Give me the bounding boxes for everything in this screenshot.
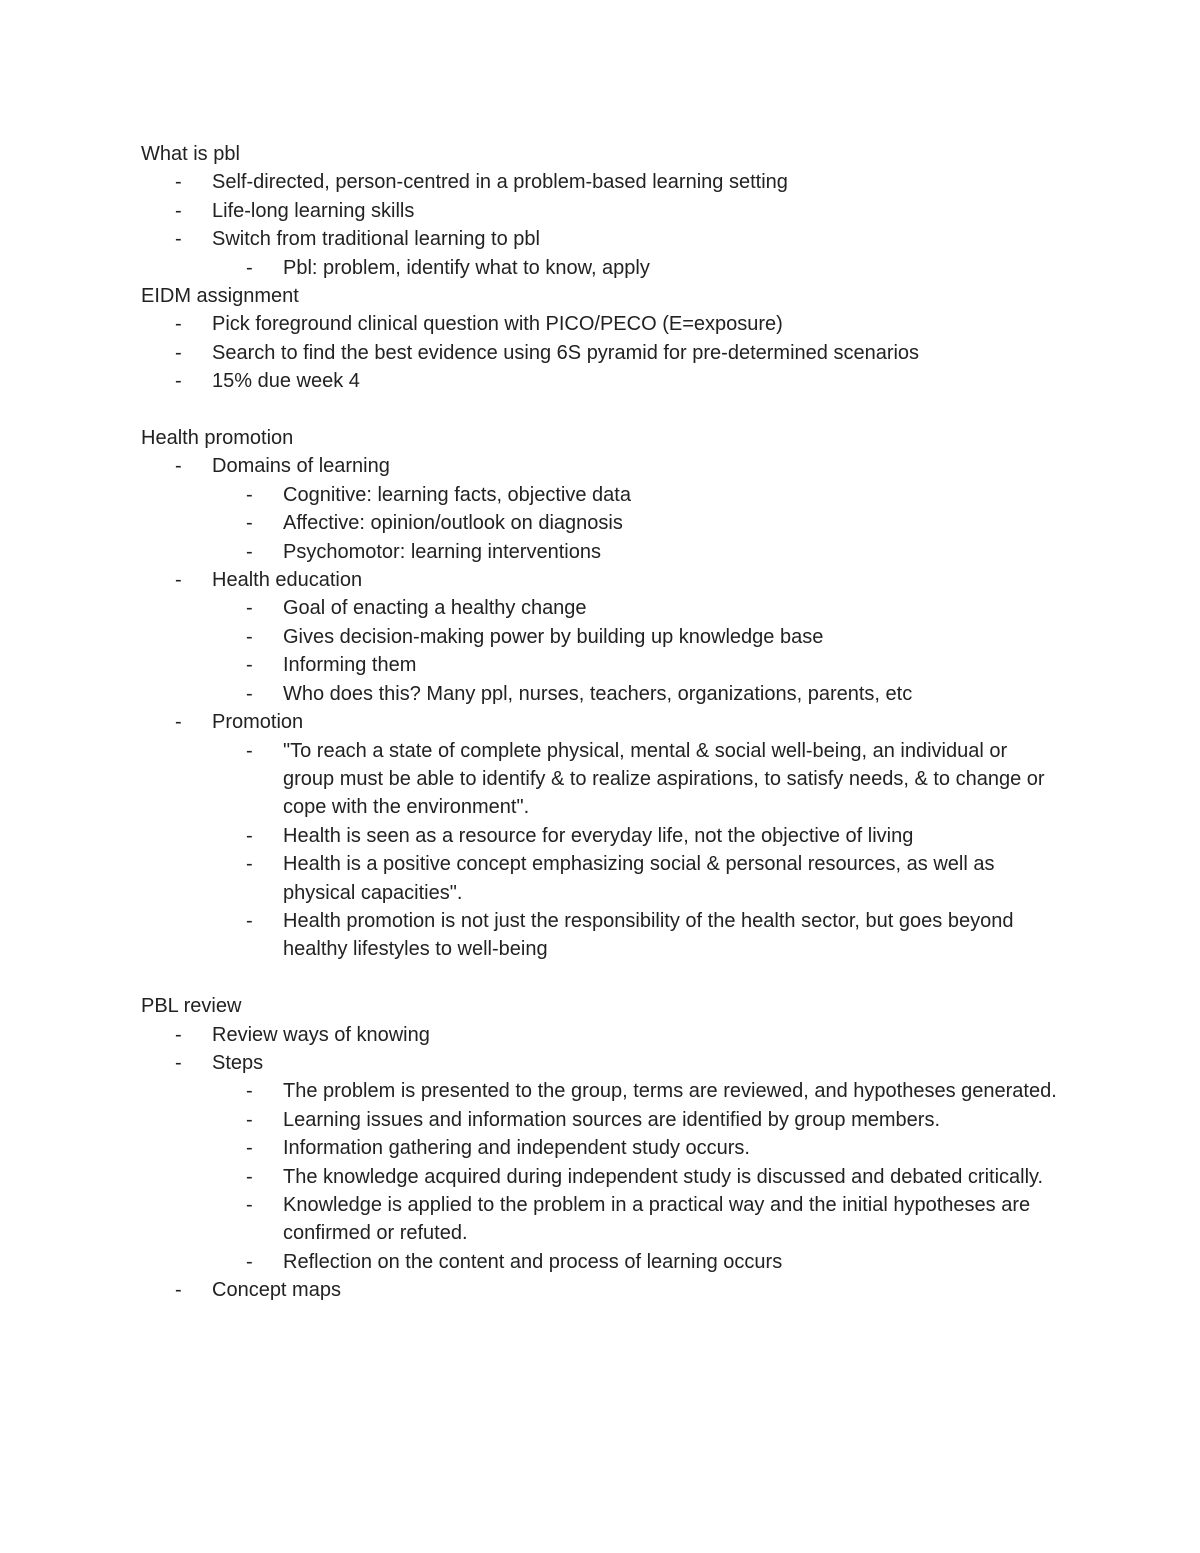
list-item — [141, 197, 1071, 225]
bullet-dash: - — [175, 1051, 182, 1074]
sub-list-item — [141, 907, 1071, 964]
list-item — [141, 708, 1071, 736]
sub-list-item — [141, 822, 1071, 850]
bullet-text: Knowledge is applied to the problem in a practical way and the initial hypotheses are confirmed or refuted. — [283, 1194, 1031, 1245]
bullet-dash: - — [175, 569, 182, 592]
blank-line — [141, 964, 1071, 992]
bullet-text: Affective: opinion/outlook on diagnosis — [283, 512, 623, 535]
bullet-text: Reflection on the content and process of learning occurs — [283, 1250, 783, 1273]
bullet-dash: - — [246, 540, 253, 563]
bullet-dash: - — [175, 370, 182, 393]
sub-list-item — [141, 481, 1071, 509]
bullet-dash: - — [246, 1080, 253, 1103]
bullet-dash: - — [246, 625, 253, 648]
bullet-text: Life-long learning skills — [212, 199, 415, 222]
list-item — [141, 339, 1071, 367]
sub-list-item — [141, 594, 1071, 622]
section-heading — [141, 282, 1071, 310]
sub-list-item — [141, 1191, 1071, 1248]
section-heading — [141, 424, 1071, 452]
sub-list-item — [141, 1134, 1071, 1162]
bullet-text: "To reach a state of complete physical, mental & social well-being, an individual or group must be able to identify & to realize aspirations, to satisfy needs, & to change or cope with the environment". — [283, 739, 1045, 819]
section-heading — [141, 140, 1071, 168]
bullet-dash: - — [246, 512, 253, 535]
bullet-text: Pick foreground clinical question with PICO/PECO (E=exposure) — [212, 313, 783, 336]
bullet-text: Health is a positive concept emphasizing social & personal resources, as well as physical capacities". — [283, 853, 995, 904]
sub-list-item — [141, 737, 1071, 822]
bullet-text: Steps — [212, 1051, 264, 1074]
bullet-dash: - — [246, 682, 253, 705]
sub-list-item — [141, 1106, 1071, 1134]
bullet-text: Who does this? Many ppl, nurses, teachers, organizations, parents, etc — [283, 682, 913, 705]
bullet-text: Goal of enacting a healthy change — [283, 597, 587, 620]
bullet-dash: - — [246, 1194, 253, 1216]
heading-text: EIDM assignment — [141, 285, 299, 308]
bullet-text: The knowledge acquired during independent study is discussed and debated critically. — [283, 1165, 1044, 1188]
bullet-dash: - — [246, 1165, 253, 1188]
bullet-dash: - — [246, 483, 253, 506]
bullet-text: Gives decision-making power by building up knowledge base — [283, 625, 824, 648]
bullet-dash: - — [246, 1250, 253, 1273]
sub-list-item — [141, 254, 1071, 282]
bullet-dash: - — [175, 1023, 182, 1046]
bullet-dash: - — [246, 654, 253, 677]
sub-list-item — [141, 623, 1071, 651]
bullet-text: Health is seen as a resource for everyday life, not the objective of living — [283, 824, 914, 847]
sub-list-item — [141, 1163, 1071, 1191]
bullet-text: The problem is presented to the group, terms are reviewed, and hypotheses generated. — [283, 1080, 1057, 1103]
sub-list-item — [141, 1248, 1071, 1276]
sub-list-item — [141, 509, 1071, 537]
section-heading — [141, 992, 1071, 1020]
bullet-dash: - — [175, 1279, 182, 1302]
bullet-dash: - — [246, 739, 253, 762]
bullet-dash: - — [175, 711, 182, 734]
list-item — [141, 367, 1071, 395]
bullet-dash: - — [246, 853, 253, 876]
list-item — [141, 225, 1071, 253]
bullet-dash: - — [175, 341, 182, 364]
bullet-dash: - — [246, 597, 253, 620]
section — [141, 424, 1071, 964]
bullet-text: Informing them — [283, 654, 417, 677]
bullet-text: Promotion — [212, 711, 304, 734]
section — [141, 992, 1071, 1304]
document-body — [141, 140, 1071, 1305]
section — [141, 282, 1071, 396]
bullet-text: Switch from traditional learning to pbl — [212, 228, 540, 251]
bullet-dash: - — [246, 1137, 253, 1160]
bullet-text: Search to find the best evidence using 6S pyramid for pre-determined scenarios — [212, 341, 920, 364]
bullet-text: Information gathering and independent study occurs. — [283, 1137, 750, 1160]
bullet-dash: - — [246, 1108, 253, 1131]
bullet-text: Concept maps — [212, 1279, 341, 1302]
heading-text: What is pbl — [141, 143, 240, 165]
heading-text: Health promotion — [141, 427, 294, 450]
list-item — [141, 310, 1071, 338]
heading-text: PBL review — [141, 995, 242, 1018]
bullet-text: Psychomotor: learning interventions — [283, 540, 601, 563]
sub-list-item — [141, 850, 1071, 907]
bullet-dash: - — [175, 228, 182, 251]
bullet-text: Learning issues and information sources are identified by group members. — [283, 1108, 941, 1131]
bullet-text: Self-directed, person-centred in a problem-based learning setting — [212, 171, 788, 194]
bullet-text: Review ways of knowing — [212, 1023, 430, 1046]
list-item — [141, 566, 1071, 594]
list-item — [141, 168, 1071, 196]
bullet-dash: - — [246, 824, 253, 847]
list-item — [141, 1049, 1071, 1077]
sub-list-item — [141, 680, 1071, 708]
bullet-text: 15% due week 4 — [212, 370, 360, 393]
bullet-dash: - — [175, 171, 182, 194]
bullet-dash: - — [246, 909, 253, 932]
section — [141, 140, 1071, 282]
bullet-dash: - — [246, 256, 253, 279]
list-item — [141, 1021, 1071, 1049]
sub-list-item — [141, 538, 1071, 566]
bullet-text: Health promotion is not just the responsibility of the health sector, but goes beyond healthy lifestyles to well-being — [283, 909, 1014, 961]
bullet-text: Domains of learning — [212, 455, 390, 478]
sub-list-item — [141, 1077, 1071, 1105]
bullet-dash: - — [175, 455, 182, 478]
list-item — [141, 452, 1071, 480]
list-item — [141, 1276, 1071, 1304]
bullet-text: Cognitive: learning facts, objective data — [283, 483, 631, 506]
bullet-text: Health education — [212, 569, 363, 592]
blank-line — [141, 396, 1071, 424]
bullet-dash: - — [175, 199, 182, 222]
bullet-dash: - — [175, 313, 182, 336]
bullet-text: Pbl: problem, identify what to know, apply — [283, 256, 650, 279]
sub-list-item — [141, 651, 1071, 679]
